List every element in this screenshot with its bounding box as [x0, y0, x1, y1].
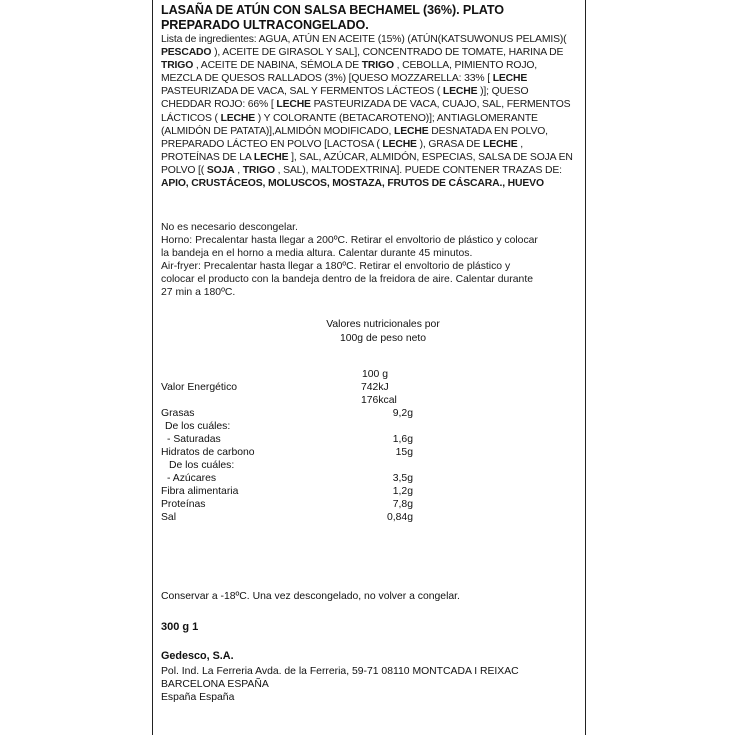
nutrient-label: De los cuáles: — [169, 460, 235, 471]
nutrient-label: De los cuáles: — [165, 421, 231, 432]
preparation-instructions — [161, 221, 575, 300]
company-address — [161, 665, 519, 704]
energy-kj: 742kJ — [361, 382, 389, 393]
ingredient-text: ], SAL, AZÚCAR, ALMIDÓN, ESPECIAS, SALSA DE SOJA EN POLVO [( — [161, 151, 573, 176]
allergen-text: LECHE — [442, 86, 478, 98]
energy-label: Valor Energético — [161, 382, 238, 393]
prep-line: colocar el producto con la bandeja dentro de la freidora de aire. Calentar durante — [161, 274, 533, 286]
nutrient-value: 9,2g — [392, 408, 413, 419]
nutrient-value: 7,8g — [392, 499, 413, 510]
allergen-text: LECHE — [492, 73, 528, 85]
nutrient-value: 0,84g — [386, 512, 413, 523]
nutrition-row-fat — [161, 407, 461, 420]
nutrient-label: Hidratos de carbono — [161, 447, 255, 458]
nutrition-header — [293, 318, 473, 345]
allergen-text: LECHE — [253, 151, 289, 163]
allergen-text: PESCADO — [161, 47, 212, 59]
ingredient-text: DESNATADA EN POLVO, PREPARADO LÁCTEO EN POLVO [LACTOSA ( — [161, 125, 548, 150]
product-title: LASAÑA DE ATÚN CON SALSA BECHAMEL (36%). PLATO PREPARADO ULTRACONGELADO. — [161, 3, 504, 32]
nutrition-column-header: 100 g — [362, 369, 389, 380]
company-name: Gedesco, S.A. — [161, 650, 234, 662]
ingredient-text: ), ACEITE DE GIRASOL Y SAL], CONCENTRADO DE TOMATE, HARINA DE — [211, 47, 564, 59]
ingredient-text: Lista de ingredientes: AGUA, ATÚN EN ACEITE (15%) (ATÚN(KATSUWONUS PELAMIS)( — [161, 34, 567, 45]
nutrition-row-salt — [161, 511, 461, 524]
prep-line: Air-fryer: Precalentar hasta llegar a 180ºC. Retirar el envoltorio de plástico y — [161, 261, 511, 273]
ingredient-text: , — [234, 164, 243, 176]
energy-kcal: 176kcal — [361, 395, 397, 406]
nutrition-row-fibre — [161, 485, 461, 498]
nutrient-value: 3,5g — [392, 473, 413, 484]
nutrient-label: Fibra alimentaria — [161, 486, 239, 497]
ingredient-text: , CEBOLLA, PIMIENTO ROJO, MEZCLA DE QUESOS RALLADOS (3%) [QUESO MOZZARELLA: 33% [ — [161, 60, 538, 85]
prep-line: No es necesario descongelar. — [161, 222, 298, 233]
nutrition-row-sugars — [161, 472, 461, 485]
nutrient-value: 1,6g — [392, 434, 413, 445]
net-weight: 300 g 1 — [161, 621, 199, 633]
allergen-text: LECHE — [382, 138, 417, 150]
nutrient-value: 1,2g — [392, 486, 413, 497]
nutrition-row-protein — [161, 498, 461, 511]
ingredient-text: )]; QUESO CHEDDAR ROJO: 66% [ — [161, 86, 529, 111]
nutrient-label: Grasas — [161, 408, 195, 419]
ingredient-text: PASTEURIZADA DE VACA, SAL Y FERMENTOS LÁCTEOS ( — [161, 86, 443, 98]
storage-instructions: Conservar a -18ºC. Una vez descongelado, no volver a congelar. — [161, 591, 460, 602]
nutrition-row-subheading — [161, 459, 461, 472]
nutrient-label: - Saturadas — [167, 434, 221, 445]
prep-line: 27 min a 180ºC. — [161, 287, 236, 299]
ingredient-text: ) Y COLORANTE (BETACAROTENO)]; ANTIAGLOMERANTE (ALMIDÓN DE PATATA)],ALMIDÓN MODIFICADO, — [161, 112, 538, 137]
allergen-text: TRIGO — [242, 164, 275, 176]
ingredient-text: ), GRASA DE — [416, 138, 484, 150]
address-line: BARCELONA ESPAÑA — [161, 679, 269, 690]
ingredient-text: PASTEURIZADA DE VACA, CUAJO, SAL, FERMENTOS LÁCTICOS ( — [161, 99, 571, 124]
nutrient-value: 15g — [395, 447, 413, 458]
allergen-text: LECHE — [394, 125, 429, 137]
ingredients-list — [161, 33, 575, 190]
allergen-text: TRIGO — [361, 60, 394, 72]
ingredient-text: , ACEITE DE NABINA, SÉMOLA DE — [193, 60, 362, 72]
nutrient-label: - Azúcares — [167, 473, 217, 484]
allergen-text: LECHE — [220, 112, 256, 124]
nutrition-row-subheading — [161, 420, 461, 433]
ingredient-text: , PROTEÍNAS DE LA — [161, 138, 523, 163]
address-line: Pol. Ind. La Ferreria Avda. de la Ferreria, 59-71 08110 MONTCADA I REIXAC — [161, 666, 519, 677]
allergen-text: APIO, CRUSTÁCEOS, MOLUSCOS, MOSTAZA, FRUTOS DE CÁSCARA., HUEVO — [161, 178, 544, 190]
nutrition-row-carbs — [161, 446, 461, 459]
prep-line: Horno: Precalentar hasta llegar a 200ºC. Retirar el envoltorio de plástico y colocar — [161, 235, 538, 247]
product-label — [152, 0, 586, 735]
nutrition-row-saturated — [161, 433, 461, 446]
allergen-text: LECHE — [483, 138, 518, 150]
nutrient-label: Sal — [161, 512, 177, 523]
ingredient-text: , SAL), MALTODEXTRINA]. PUEDE CONTENER TRAZAS DE: — [274, 164, 562, 176]
nutrition-header-line1: Valores nutricionales por — [326, 319, 440, 330]
allergen-text: SOJA — [206, 164, 235, 176]
allergen-text: LECHE — [276, 99, 311, 111]
country-line: España España — [161, 692, 235, 703]
prep-line: la bandeja en el horno a media altura. Calentar durante 45 minutos. — [161, 248, 473, 260]
nutrient-label: Proteínas — [161, 499, 206, 510]
nutrition-header-line2: 100g de peso neto — [339, 332, 427, 344]
allergen-text: TRIGO — [161, 60, 194, 72]
